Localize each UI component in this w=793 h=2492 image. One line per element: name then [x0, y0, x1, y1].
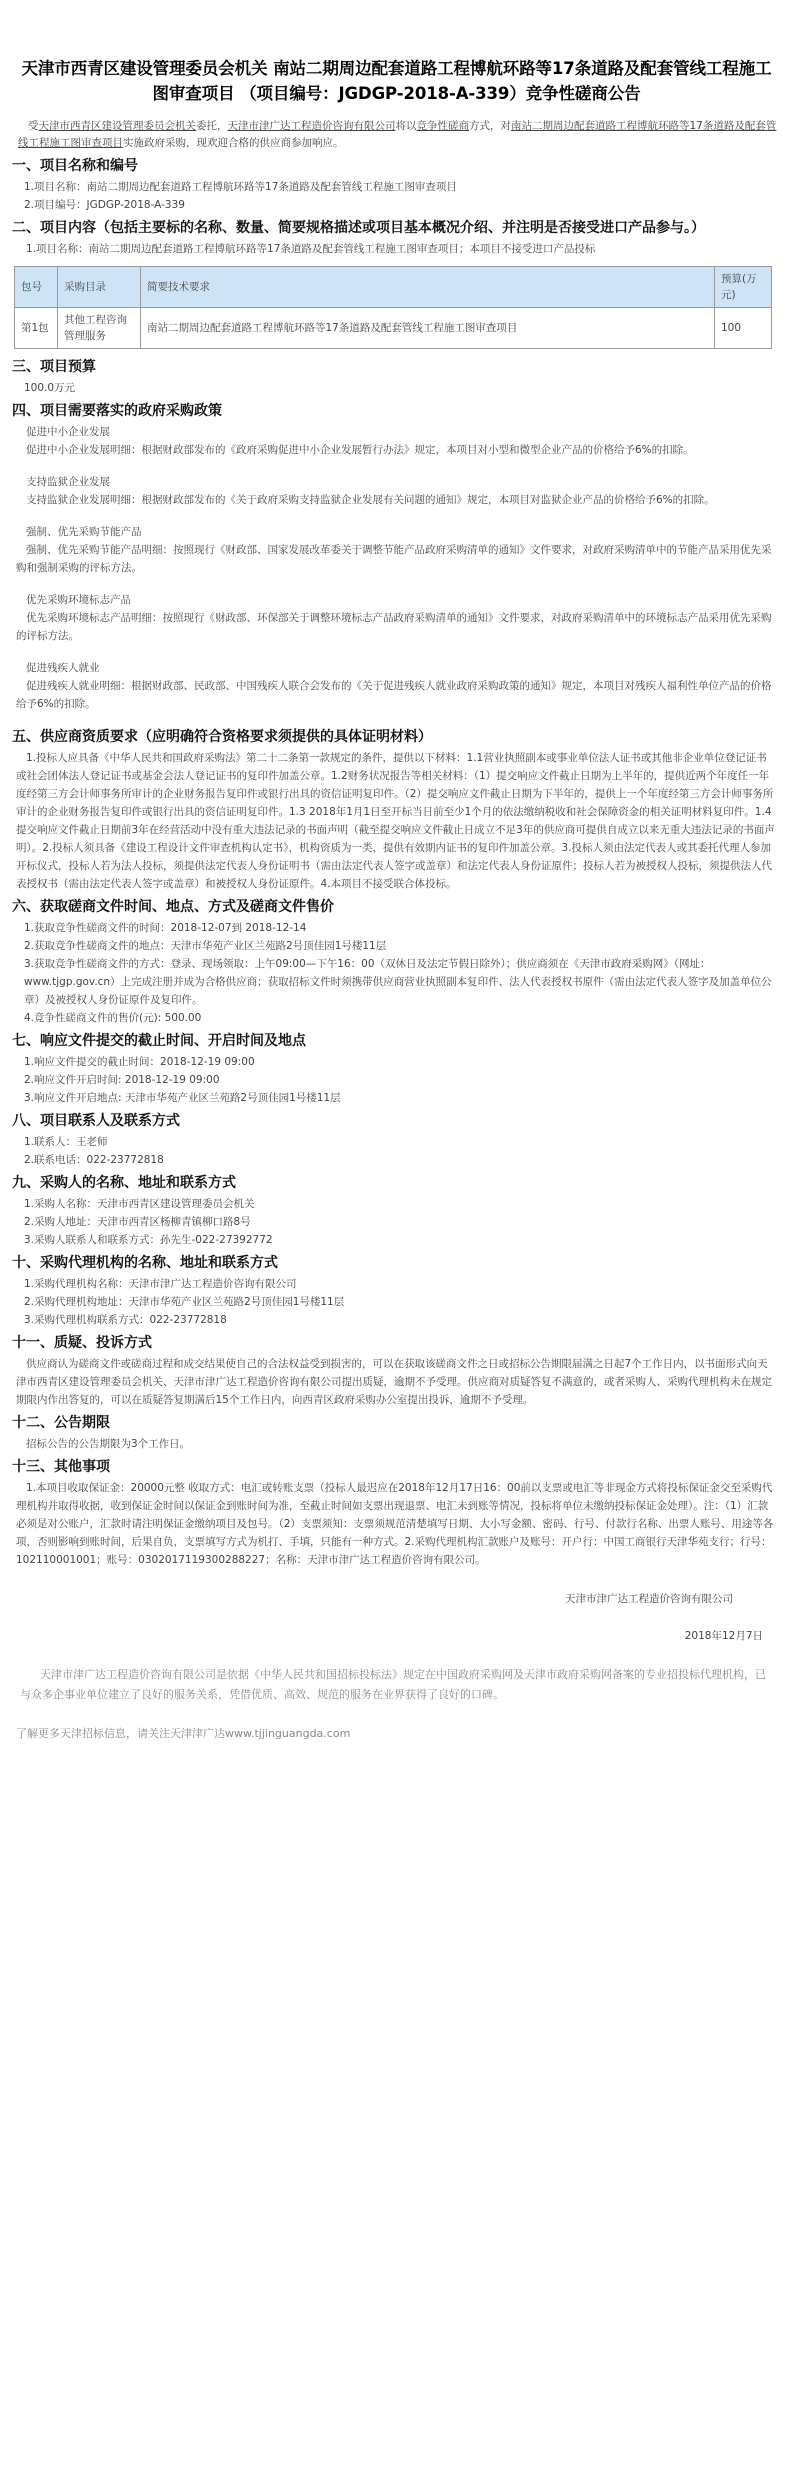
- agent-contact: 3.采购代理机构联系方式：022-23772818: [24, 1314, 227, 1326]
- qualification-text: 1.投标人应具备《中华人民共和国政府采购法》第二十二条第一款规定的条件，提供以下材料：1.1营业执照副本或事业单位法人证书或其他非企业单位登记证书或社会团体法人登记证书或基金会法人登记证书的复印件加盖公章。1.2财务状况报告等相关材料：（1）提交响应文件截止日期为上半年的，提供近两个年度任一年度经第三方会计师事务所审计的企业财务报告复印件或银行出具的资信证明复印件。（2）提交响应文件截止日期为下半年的，提供上一个年度经第三方会计师事务所审计的企业财务报告复印件或银行出具的资信证明复印件。1.3 2018年1月1日至开标当日前至少1个月的依法缴纳税收和社会保障资金的相关证明材料复印件。1.4提交响应文件截止日期前3年在经营活动中没有重大违法记录的书面声明（截至提交响应文件截止日成立不足3年的供应商可提供自成立以来无重大违法记录的书面声明）。2.投标人须具备《建设工程设计文件审查机构认定书》，机构资质为一类，提供有效期内证书的复印件加盖公章。3.投标人须由法定代表人或其委托代理人参加开标仪式，投标人若为法人投标，须提供法定代表人身份证明书（需由法定代表人签字或盖章）和法定代表人身份证原件；投标人若为被授权人投标，须提供法人代表授权书（需由法定代表人签字或盖章）和被授权人身份证原件。4.本项目不接受联合体投标。: [16, 752, 775, 890]
- section-8-heading: 八、项目联系人及联系方式: [12, 1113, 180, 1129]
- table-cell: 其他工程咨询管理服务: [58, 308, 141, 349]
- contact-person: 1.联系人：王老师: [24, 1136, 108, 1148]
- agent-address: 2.采购代理机构地址：天津市华苑产业区兰苑路2号顶佳园1号楼11层: [24, 1296, 345, 1308]
- follow-link[interactable]: 了解更多天津招标信息，请关注天津津广达www.tjjinguangda.com: [16, 1727, 351, 1740]
- purchaser-name: 1.采购人名称：天津市西青区建设管理委员会机关: [24, 1198, 255, 1210]
- table-row: [15, 308, 772, 349]
- policy-title: 支持监狱企业发展: [26, 476, 110, 488]
- table-cell: 100: [715, 308, 772, 349]
- complaint-text: 供应商认为磋商文件或磋商过程和成交结果使自己的合法权益受到损害的，可以在获取该磋商文件之日或招标公告期限届满之日起7个工作日内，以书面形式向天津市西青区建设管理委员会机关、天津市津广达工程造价咨询有限公司提出质疑，逾期不予受理。供应商对质疑答复不满意的，或者采购人、采购代理机构未在规定期限内作出答复的，可以在质疑答复期满后15个工作日内，向西青区政府采购办公室提出投诉，逾期不予受理。: [16, 1358, 772, 1406]
- deadline: 1.响应文件提交的截止时间：2018-12-19 09:00: [24, 1056, 255, 1068]
- project-number: 2.项目编号：JGDGP-2018-A-339: [24, 199, 185, 211]
- section-13-heading: 十三、其他事项: [12, 1459, 110, 1475]
- doc-price: 4.竞争性磋商文件的售价(元): 500.00: [24, 1012, 202, 1024]
- section-5-heading: 五、供应商资质要求（应明确符合资格要求须提供的具体证明材料）: [12, 729, 432, 745]
- policy-title: 强制、优先采购节能产品: [26, 526, 142, 538]
- section-4-heading: 四、项目需要落实的政府采购政策: [12, 403, 222, 419]
- project-content: 1.项目名称：南站二期周边配套道路工程博航环路等17条道路及配套管线工程施工图审查项目；本项目不接受进口产品投标: [26, 243, 596, 255]
- policy-title: 促进中小企业发展: [26, 426, 110, 438]
- intro-text: 将以: [395, 120, 417, 132]
- section-1-heading: 一、项目名称和编号: [12, 158, 138, 174]
- table-cell: 第1包: [15, 308, 58, 349]
- table-header: 采购目录: [58, 267, 141, 308]
- other-matters: 1.本项目收取保证金：20000元整 收取方式：电汇或转账支票（投标人最迟应在2018年12月17日16：00前以支票或电汇等非现金方式将投标保证金交至采购代理机构并取得收据，收到保证金时间以保证金到账时间为准，至截止时间如支票出现退票、电汇未到账等情况，投标将单位未缴纳投标保证金处理）。注：（1）汇款必须是对公账户，汇款时请注明保证金缴纳项目及包号。（2）支票须知：支票须规范清楚填写日期、大小写金额、密码、行号、付款行名称、出票人账号、用途等各项，否则影响到账时间，后果自负，支票填写方式为机打、手填，只能有一种方式。2.采购代理机构汇款账户及账号：开户行：中国工商银行天津华苑支行；行号：102110001001；账号：0302017119300288227；名称：天津市津广达工程造价咨询有限公司。: [16, 1482, 774, 1566]
- contact-phone: 2.联系电话：022-23772818: [24, 1154, 164, 1166]
- policy-detail: 强制、优先采购节能产品明细：按照现行《财政部、国家发展改革委关于调整节能产品政府采购清单的通知》文件要求，对政府采购清单中的节能产品采用优先采购和强制采购的评标方法。: [16, 544, 772, 574]
- intro-text: 受: [28, 120, 39, 132]
- section-10-heading: 十、采购代理机构的名称、地址和联系方式: [12, 1255, 278, 1271]
- policy-title: 促进残疾人就业: [26, 662, 100, 674]
- doc-method: 3.获取竞争性磋商文件的方式：登录、现场领取：上午09:00—下午16：00（双休日及法定节假日除外）；供应商须在《天津市政府采购网》（网址：www.tjgp.gov.cn）上完成注册并成为合格供应商；获取招标文件时须携带供应商营业执照副本复印件、法人代表授权书原件（需由法定代表人签字及加盖单位公章）及被授权人身份证原件及复印件。: [24, 958, 772, 1006]
- table-cell: 南站二期周边配套道路工程博航环路等17条道路及配套管线工程施工图审查项目: [141, 308, 715, 349]
- doc-place: 2.获取竞争性磋商文件的地点：天津市华苑产业区兰苑路2号顶佳园1号楼11层: [24, 940, 387, 952]
- table-header: 包号: [15, 267, 58, 308]
- policy-title: 优先采购环境标志产品: [26, 594, 131, 606]
- intro-agent: 天津市津广达工程造价咨询有限公司: [227, 120, 396, 132]
- section-2-heading: 二、项目内容（包括主要标的名称、数量、简要规格描述或项目基本概况介绍、并注明是否接受进口产品参与。）: [12, 220, 705, 236]
- section-6-heading: 六、获取磋商文件时间、地点、方式及磋商文件售价: [12, 899, 334, 915]
- signature: 天津市津广达工程造价咨询有限公司: [565, 1593, 733, 1605]
- table-header-row: [15, 267, 772, 308]
- purchaser-address: 2.采购人地址：天津市西青区杨柳青镇柳口路8号: [24, 1216, 251, 1228]
- notice-period: 招标公告的公告期限为3个工作日。: [26, 1438, 191, 1450]
- doc-time: 1.获取竞争性磋商文件的时间：2018-12-07到 2018-12-14: [24, 922, 307, 934]
- intro-agency: 天津市西青区建设管理委员会机关: [38, 120, 196, 132]
- agent-name: 1.采购代理机构名称：天津市津广达工程造价咨询有限公司: [24, 1278, 297, 1290]
- opening-time: 2.响应文件开启时间: 2018-12-19 09:00: [24, 1074, 220, 1086]
- table-header: 预算(万元): [715, 267, 772, 308]
- package-table: [14, 266, 772, 349]
- table-header: 简要技术要求: [141, 267, 715, 308]
- project-name: 1.项目名称：南站二期周边配套道路工程博航环路等17条道路及配套管线工程施工图审查项目: [24, 181, 457, 193]
- section-3-heading: 三、项目预算: [12, 359, 96, 375]
- intro-text: 实施政府采购，现欢迎合格的供应商参加响应。: [123, 137, 344, 149]
- purchaser-contact: 3.采购人联系人和联系方式：孙先生-022-27392772: [24, 1234, 273, 1246]
- section-12-heading: 十二、公告期限: [12, 1415, 110, 1431]
- opening-place: 3.响应文件开启地点: 天津市华苑产业区兰苑路2号顶佳园1号楼11层: [24, 1092, 341, 1104]
- policy-detail: 优先采购环境标志产品明细：按照现行《财政部、环保部关于调整环境标志产品政府采购清单的通知》文件要求，对政府采购清单中的环境标志产品采用优先采购的评标方法。: [16, 612, 772, 642]
- intro-text: 方式，对: [469, 120, 511, 132]
- issue-date: 2018年12月7日: [684, 1630, 763, 1642]
- intro-paragraph: [18, 118, 777, 152]
- intro-text: 委托，: [196, 120, 228, 132]
- budget: 100.0万元: [24, 382, 76, 394]
- policy-detail: 促进中小企业发展明细：根据财政部发布的《政府采购促进中小企业发展暂行办法》规定，本项目对小型和微型企业产品的价格给予6%的扣除。: [26, 444, 694, 456]
- announcement-page: [12, 56, 781, 1741]
- intro-project: 南站二期周边配套道路工程博航环路等17条道路及配套管线工程施工图审查项目: [18, 120, 777, 149]
- section-9-heading: 九、采购人的名称、地址和联系方式: [12, 1175, 236, 1191]
- page-title: 天津市西青区建设管理委员会机关 南站二期周边配套道路工程博航环路等17条道路及配套管线工程施工图审查项目 （项目编号：JGDGP-2018-A-339）竞争性磋商公告: [21, 59, 772, 103]
- section-11-heading: 十一、质疑、投诉方式: [12, 1335, 152, 1351]
- intro-method: 竞争性磋商: [416, 120, 469, 132]
- policy-detail: 支持监狱企业发展明细：根据财政部发布的《关于政府采购支持监狱企业发展有关问题的通知》规定，本项目对监狱企业产品的价格给予6%的扣除。: [26, 494, 715, 506]
- section-7-heading: 七、响应文件提交的截止时间、开启时间及地点: [12, 1033, 306, 1049]
- policy-detail: 促进残疾人就业明细：根据财政部、民政部、中国残疾人联合会发布的《关于促进残疾人就业政府采购政策的通知》规定，本项目对残疾人福利性单位产品的价格给予6%的扣除。: [16, 680, 772, 710]
- company-description: 天津市津广达工程造价咨询有限公司是依据《中华人民共和国招标投标法》规定在中国政府采购网及天津市政府采购网备案的专业招投标代理机构，已与众多企事业单位建立了良好的服务关系，凭借优质、高效、规范的服务在业界获得了良好的口碑。: [20, 1668, 766, 1701]
